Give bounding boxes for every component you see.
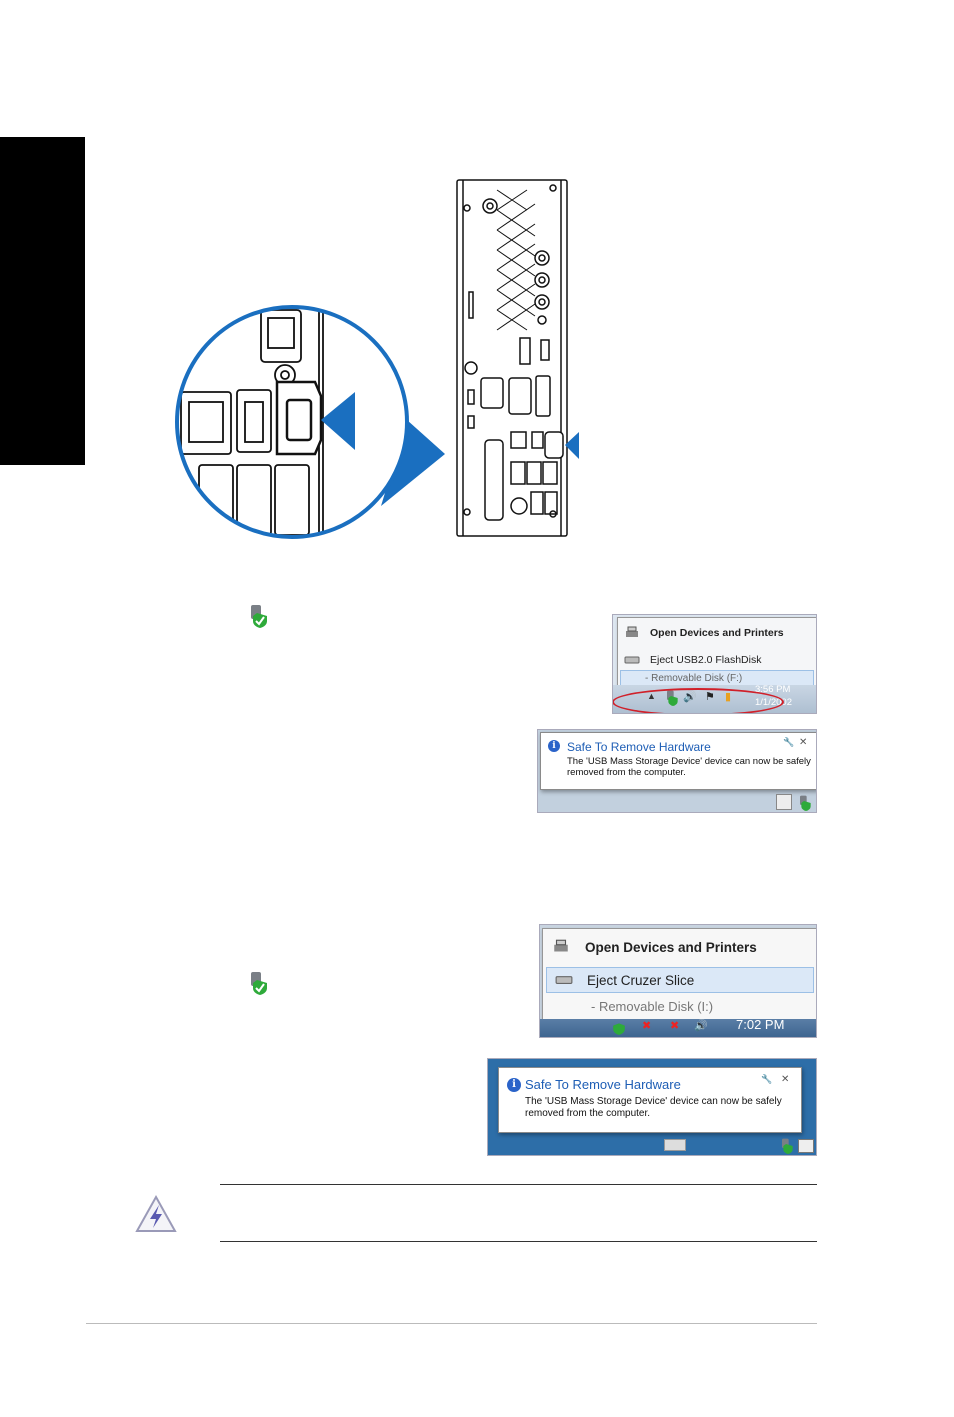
eject-context-menu	[542, 928, 817, 1020]
menu-item-label: Eject Cruzer Slice	[587, 972, 695, 988]
error-icon[interactable]: ✖	[642, 1020, 652, 1032]
eject-context-menu	[617, 617, 817, 689]
balloon-body: The 'USB Mass Storage Device' device can now be safely removed from the computer.	[525, 1096, 782, 1119]
clock-date: 1/1/2002	[755, 697, 792, 708]
menu-item-eject[interactable]	[618, 650, 816, 670]
screenshot-win7-eject-menu	[612, 614, 817, 714]
usb-device-icon[interactable]	[796, 794, 812, 812]
menu-item-open-devices[interactable]	[543, 933, 817, 961]
tray-expand-icon[interactable]: ▲	[647, 691, 656, 701]
usb-device-icon	[245, 971, 269, 995]
clock-time: 7:02 PM	[736, 1017, 785, 1032]
menu-item-removable-disk[interactable]	[543, 995, 817, 1017]
menu-item-label: Eject USB2.0 FlashDisk	[650, 654, 762, 666]
screenshot-win7-safe-remove	[537, 729, 817, 813]
drive-icon	[624, 655, 640, 665]
menu-item-label: - Removable Disk (I:)	[591, 998, 714, 1014]
menu-item-label: - Removable Disk (F:)	[645, 672, 743, 684]
zoom-usb-plug	[277, 382, 321, 454]
highlight-ellipse	[612, 688, 784, 714]
footer-rule	[86, 1323, 817, 1324]
zoom-detail	[175, 300, 415, 550]
menu-item-eject[interactable]	[546, 967, 814, 993]
menu-item-open-devices[interactable]	[618, 620, 816, 646]
drive-icon	[555, 974, 573, 986]
balloon-title: Safe To Remove Hardware	[525, 1077, 681, 1092]
close-icon[interactable]: ✕	[799, 737, 808, 748]
printer-icon	[551, 938, 571, 956]
screenshot-win8-safe-remove	[487, 1058, 817, 1156]
warning-bottom-rule	[220, 1241, 817, 1242]
speaker-icon[interactable]: 🔊	[683, 691, 697, 703]
usb-device-icon[interactable]	[778, 1137, 794, 1155]
taskbar	[540, 1019, 816, 1037]
keyboard-icon[interactable]	[664, 1139, 686, 1151]
tower-usb-plug	[545, 432, 563, 458]
notification-icon[interactable]	[798, 1139, 814, 1153]
tray-expand-icon[interactable]	[776, 794, 792, 810]
warning-icon	[134, 1194, 178, 1234]
balloon-title: Safe To Remove Hardware	[567, 740, 711, 754]
usb-rear-panel-illustration	[175, 170, 595, 550]
usb-device-icon	[245, 604, 269, 628]
menu-item-label: Open Devices and Printers	[585, 939, 757, 955]
clock-time: 3:56 PM	[755, 684, 791, 695]
safe-remove-balloon	[498, 1067, 802, 1133]
computer-tower	[457, 180, 567, 536]
info-icon: i	[548, 740, 560, 752]
warning-top-rule	[220, 1184, 817, 1185]
sidebar-tab	[0, 137, 85, 465]
safe-remove-balloon	[540, 732, 817, 790]
error-icon[interactable]: ✖	[670, 1020, 680, 1032]
wrench-icon[interactable]: 🔧	[761, 1074, 773, 1084]
balloon-body: The 'USB Mass Storage Device' device can now be safely removed from the computer.	[567, 756, 811, 779]
speaker-icon[interactable]: 🔊	[694, 1020, 708, 1032]
menu-item-label: Open Devices and Printers	[650, 627, 784, 639]
usb-device-icon[interactable]	[612, 1021, 626, 1035]
printer-icon	[624, 625, 640, 641]
wrench-icon[interactable]: 🔧	[783, 737, 795, 747]
info-icon: i	[507, 1078, 521, 1092]
close-icon[interactable]: ✕	[781, 1074, 790, 1085]
screenshot-win8-eject-menu	[539, 924, 817, 1038]
flag-icon[interactable]: ⚑	[705, 691, 715, 703]
signal-icon[interactable]: ▮	[725, 691, 732, 703]
